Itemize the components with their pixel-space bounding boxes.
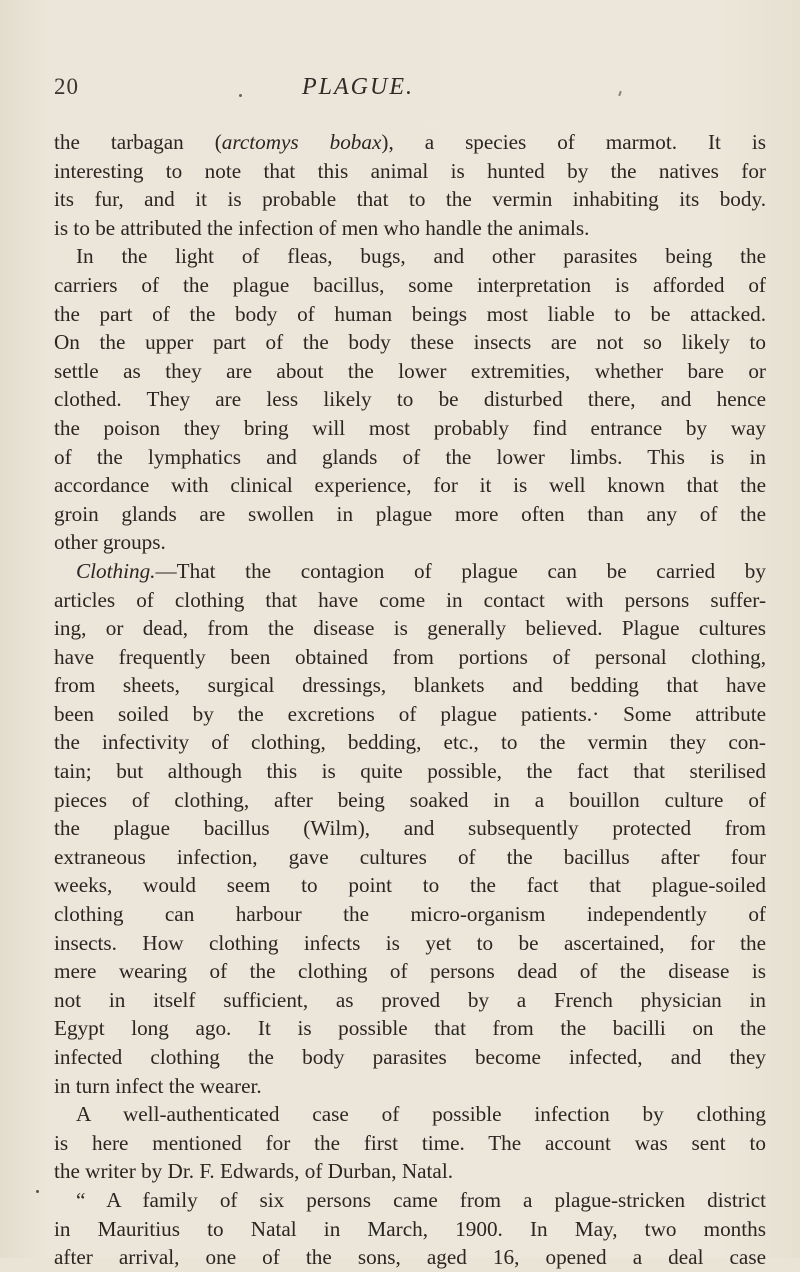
text-line: settle as they are about the lower extremities, whether bare or — [54, 358, 766, 383]
text-line: clothed. They are less likely to be disturbed there, and hence — [54, 387, 766, 412]
page-number: 20 — [54, 74, 79, 99]
text-line: groin glands are swollen in plague more often than any of the — [54, 501, 766, 526]
text-line: weeks, would seem to point to the fact that plague-soiled — [54, 873, 766, 898]
body-text — [54, 128, 766, 1272]
text-line: carriers of the plague bacillus, some interpretation is afforded of — [54, 272, 766, 297]
text-line: On the upper part of the body these insects are not so likely to — [54, 330, 766, 355]
text-line: the poison they bring will most probably find entrance by way — [54, 415, 766, 440]
text-line: extraneous infection, gave cultures of the bacillus after four — [54, 844, 766, 869]
running-head — [0, 74, 800, 108]
text-line: In the light of fleas, bugs, and other parasites being the — [76, 244, 766, 269]
text-line: insects. How clothing infects is yet to be ascertained, for the — [54, 930, 766, 955]
text-line: in turn infect the wearer. — [54, 1073, 262, 1098]
text-line: pieces of clothing, after being soaked in a bouillon culture of — [54, 787, 766, 812]
text-line: other groups. — [54, 530, 166, 555]
text-line: is here mentioned for the first time. The account was sent to — [54, 1130, 766, 1155]
text-line: Egypt long ago. It is possible that from the bacilli on the — [54, 1016, 766, 1041]
text-line: Clothing.—That the contagion of plague can be carried by — [76, 558, 766, 583]
text-line: from sheets, surgical dressings, blankets and bedding that have — [54, 673, 766, 698]
text-line: the writer by Dr. F. Edwards, of Durban, Natal. — [54, 1159, 454, 1184]
text-line: interesting to note that this animal is hunted by the natives for — [54, 158, 766, 183]
text-line: not in itself sufficient, as proved by a French physician in — [54, 987, 766, 1012]
margin-dot — [36, 1190, 39, 1193]
text-line: the plague bacillus (Wilm), and subsequently protected from — [54, 816, 766, 841]
text-line: the part of the body of human beings most liable to be attacked. — [54, 301, 766, 326]
text-line: the tarbagan (arctomys bobax), a species of marmot. It is — [54, 130, 766, 154]
running-title: PLAGUE. — [302, 74, 414, 100]
text-line: infected clothing the body parasites become infected, and they — [54, 1045, 766, 1069]
text-line: A well-authenticated case of possible infection by clothing — [76, 1102, 766, 1127]
text-line: ing, or dead, from the disease is generally believed. Plague cultures — [54, 616, 766, 641]
text-line: after arrival, one of the sons, aged 16, opened a deal case — [54, 1245, 766, 1270]
text-line: in Mauritius to Natal in March, 1900. In May, two months — [54, 1216, 766, 1241]
text-line: of the lymphatics and glands of the lower limbs. This is in — [54, 444, 766, 469]
text-line: tain; but although this is quite possible, the fact that sterilised — [54, 759, 766, 784]
text-line: have frequently been obtained from portions of personal clothing, — [54, 644, 766, 669]
text-line: its fur, and it is probable that to the vermin inhabiting its body. — [54, 187, 766, 212]
text-line: the infectivity of clothing, bedding, etc., to the vermin they con- — [54, 730, 766, 755]
text-line: is to be attributed the infection of men who handle the animals. — [54, 215, 590, 240]
head-dot — [239, 94, 242, 97]
text-line: articles of clothing that have come in contact with persons suffer- — [54, 587, 766, 612]
text-line: accordance with clinical experience, for it is well known that the — [54, 473, 766, 498]
text-line: been soiled by the excretions of plague patients.· Some attribute — [54, 701, 766, 726]
text-line: mere wearing of the clothing of persons dead of the disease is — [54, 959, 766, 984]
text-line: clothing can harbour the micro-organism independently of — [54, 902, 766, 927]
text-line: “ A family of six persons came from a plague-stricken district — [76, 1187, 766, 1212]
